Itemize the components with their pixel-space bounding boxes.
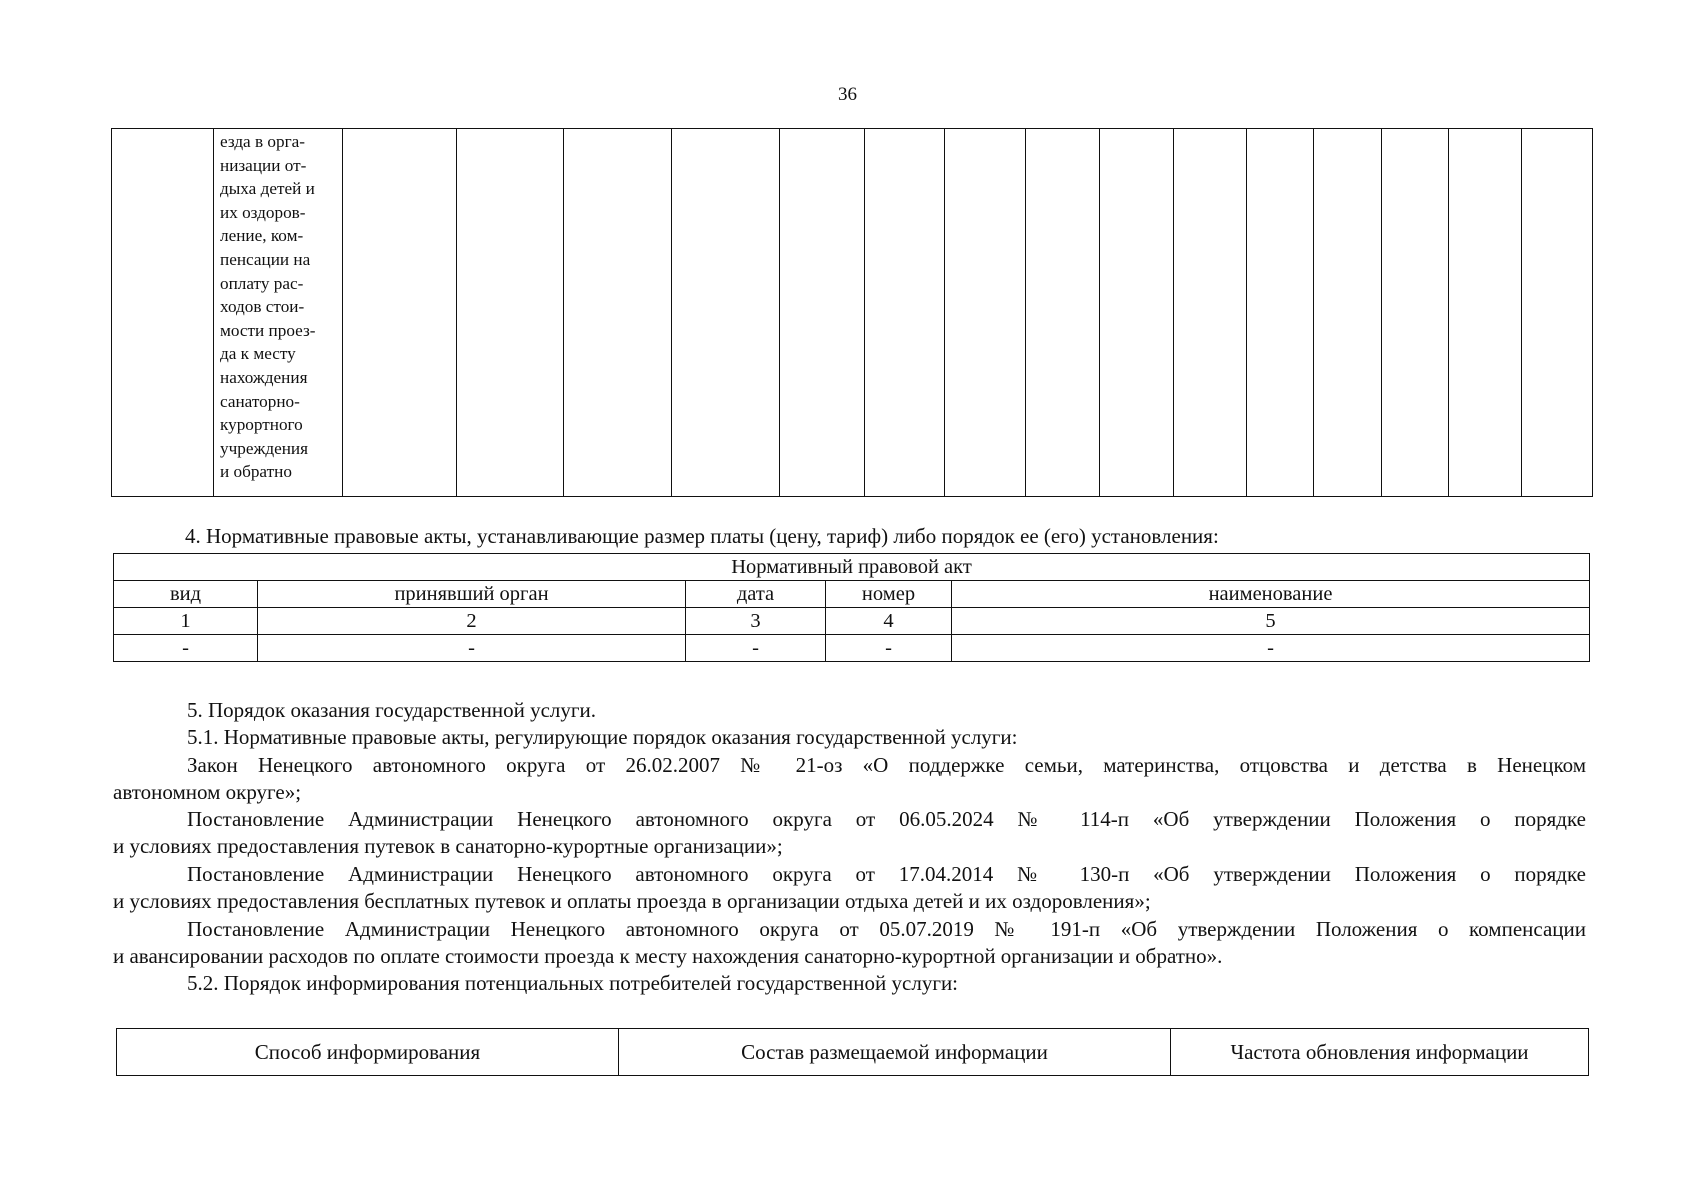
decree-114-line1: Постановление Администрации Ненецкого автономного округа от 06.05.2024 № 114-п «Об утверждении Положения о порядке <box>187 807 1586 831</box>
section-5-2-heading: 5.2. Порядок информирования потенциальных потребителей государственной услуги: <box>187 971 959 995</box>
table-cell <box>672 129 780 497</box>
decree-130-line1: Постановление Администрации Ненецкого автономного округа от 17.04.2014 № 130-п «Об утверждении Положения о порядке <box>187 862 1586 886</box>
table-cell: - <box>686 635 826 662</box>
informing-table <box>116 1028 1589 1076</box>
table-cell <box>1174 129 1247 497</box>
table-cell <box>1247 129 1314 497</box>
table-cell: - <box>952 635 1590 662</box>
legal-acts-table <box>113 553 1590 662</box>
table-cell <box>1449 129 1522 497</box>
decree-191-line2: и авансировании расходов по оплате стоимости проезда к месту нахождения санаторно-курортной организации и обратно». <box>113 944 1223 968</box>
section-5-title: 5. Порядок оказания государственной услуги. <box>187 698 596 722</box>
decree-191-line1: Постановление Администрации Ненецкого автономного округа от 05.07.2019 № 191-п «Об утверждении Положения о компенсации <box>187 917 1586 941</box>
decree-114-line2: и условиях предоставления путевок в санаторно-курортные организации»; <box>113 834 783 858</box>
table-cell <box>1100 129 1174 497</box>
table-row <box>114 608 1590 635</box>
table-cell <box>1314 129 1382 497</box>
column-header: вид <box>114 581 258 608</box>
law-paragraph-line2: автономном округе»; <box>113 780 302 804</box>
column-number: 3 <box>686 608 826 635</box>
table-cell <box>343 129 457 497</box>
table-cell <box>564 129 672 497</box>
table-cell: - <box>826 635 952 662</box>
column-header: Состав размещаемой информации <box>619 1029 1171 1076</box>
table-cell <box>780 129 865 497</box>
column-number: 4 <box>826 608 952 635</box>
table-cell <box>1026 129 1100 497</box>
law-paragraph-line1: Закон Ненецкого автономного округа от 26.02.2007 № 21-оз «О поддержке семьи, материнства, отцовства и детства в Ненецком <box>187 753 1586 777</box>
table-cell <box>457 129 564 497</box>
column-header: наименование <box>952 581 1590 608</box>
table-cell: - <box>114 635 258 662</box>
services-table-continuation <box>111 128 1593 497</box>
table-header-row <box>117 1029 1589 1076</box>
table-cell <box>1522 129 1593 497</box>
column-header: дата <box>686 581 826 608</box>
table-title: Нормативный правовой акт <box>114 554 1590 581</box>
section-5-1-heading: 5.1. Нормативные правовые акты, регулирующие порядок оказания государственной услуги: <box>187 725 1018 749</box>
column-number: 5 <box>952 608 1590 635</box>
table-cell: - <box>258 635 686 662</box>
table-header-row <box>114 581 1590 608</box>
section-4-heading: 4. Нормативные правовые акты, устанавливающие размер платы (цену, тариф) либо порядок ее (его) установления: <box>185 524 1219 548</box>
table-cell <box>945 129 1026 497</box>
table-cell <box>112 129 214 497</box>
column-header: номер <box>826 581 952 608</box>
table-cell <box>1382 129 1449 497</box>
table-cell <box>865 129 945 497</box>
service-description-cell: езда в орга- низации от- дыха детей и их оздоров- ление, ком- пенсации на оплату рас- ходов стои- мости проез- да к месту нахождения санаторно- курортного учреждения и обратно <box>214 129 343 497</box>
table-row <box>114 635 1590 662</box>
column-number: 1 <box>114 608 258 635</box>
column-header: Способ информирования <box>117 1029 619 1076</box>
column-header: принявший орган <box>258 581 686 608</box>
column-number: 2 <box>258 608 686 635</box>
page-number: 36 <box>838 84 857 105</box>
column-header: Частота обновления информации <box>1171 1029 1589 1076</box>
decree-130-line2: и условиях предоставления бесплатных путевок и оплаты проезда в организации отдыха детей и их оздоровления»; <box>113 889 1151 913</box>
